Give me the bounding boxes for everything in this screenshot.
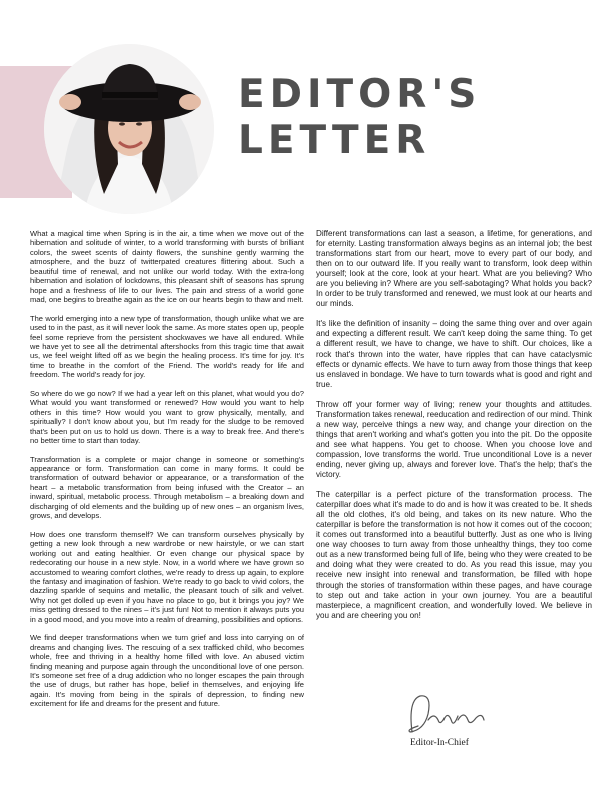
paragraph: Different transformations can last a season, a lifetime, for generations, and for eternity. Lasting transformation always begins as an internal job; the best transformations start from our heart, move to every part of our body, and then on to our outward life. If you really want to transform, look deep within yourself; look at the core, look at your heart. What are you believing? Who are you believing in? Where are you self-sabotaging? What holds you back? In order to be truly transformed and renewed, we must look at our hearts and our minds. [316, 229, 592, 309]
signature-scribble [398, 690, 488, 738]
right-column [316, 229, 592, 631]
paragraph: Transformation is a complete or major change in someone or something's appearance or form. Transformation can come in many forms. It could be transformation of outward behavior or appearance, or a transformation of the heart – a metabolic transformation from being infused with the Creator – an inward, spiritual, metabolic process. Through metabolism – a breaking down and discharging of old elements and the building up of new ones – an organism lives, grows, and develops. [30, 454, 304, 521]
left-column [30, 229, 304, 718]
paragraph: So where do we go now? If we had a year left on this planet, what would you do? What would you want transformed or renewed? How would you want to help others in this time? How would you want to grow physically, mentally, and spiritually? I don't know about you, but I'm ready for the sludge to be removed that's been put on us to hold us down. There is a way to break free. And there's no better time to start than today. [30, 388, 304, 446]
paragraph: It's like the definition of insanity – doing the same thing over and over again and expecting a different result. We can't keep doing the same thing. To get a different result, we have to change, we have to shift. Our choices, like a rock that's thrown into the water, have ripples that can have cataclysmic effects or dynamic effects. We have to turn away from those things that keep us enslaved in bondage. We have to turn towards what is good and right and true. [316, 319, 592, 389]
paragraph: We find deeper transformations when we turn grief and loss into carrying on of dreams and changing lives. The rescuing of a sex trafficked child, who becomes whole, free and thriving in a healthy home filled with love. An abused victim finding meaning and purpose again through the unconditional love of one person. It's someone set free of a drug addiction who no longer escapes the pain through the use of drugs, but rather has hope, belief in themselves, and enjoying life again. It's moving from being in the spirals of depression, to finding new excitement for life and dreams for the present and future. [30, 633, 304, 709]
handwritten-signature [398, 690, 488, 738]
paragraph: How does one transform themself? We can transform ourselves physically by getting a new look through a new wardrobe or new hairstyle, or we can start working out and eating healthier. Or even change our physical space by redecorating our house in a new style. Now, in a world where we have grown so accustomed to wearing comfort clothes, we're ready to dress up again, to explore the fantasy and imagination of fashion. We're ready to go back to vivid colors, the dazzling sparkle of sequins and metallic, the pleasant touch of silk and velvet. Why not get dolled up even if you have no place to go, but it brings you joy? We miss getting dressed to the nines – it's just fun! Not to mention it always puts you in a good mood, and you move into a realm of dreaming, possibilities and options. [30, 529, 304, 624]
paragraph: Throw off your former way of living; renew your thoughts and attitudes. Transformation takes renewal, reeducation and redirection of our mind. Think a new way, perceive things a new way, and change your direction on the things that aren't working and what's gotten you into the pit. Do the opposite and see what happens. You get to choose. When you choose love and compassion, love transforms the world. True unconditional Love is a never ending, never giving up, always and forever love. That's the help; that's the victory. [316, 399, 592, 480]
editor-portrait [44, 44, 214, 214]
paragraph: The world emerging into a new type of transformation, though unlike what we are used to in the past, as it will never look the same. As more states open up, people feel some reprieve from the persistent shockwaves we have all endured. While we have yet to see all the detrimental aftershocks from this tragic time that await us, we feel weight lifted off as we begin the healing process. It's time for joy. It's time to breathe in the comfort of the Friend. The world's ready for life and freedom. The world's ready for joy. [30, 313, 304, 380]
title-line-1: EDITOR'S [238, 72, 482, 117]
title-line-2: LETTER [238, 118, 431, 163]
paragraph: What a magical time when Spring is in the air, a time when we move out of the hibernation and solitude of winter, to a world transforming with bursts of brilliant colors, the sweet scents of dainty flowers, the sunshine gently warming the atmosphere, and the buzz of twitterpated creatures flittering about. Such a beautiful time of renewal, and not unlike our world today. With the extra-long hibernation and isolation of lockdowns, this pleasant shift of seasons has sprung hope and a freshness of life to our lives. The pain and stress of a world gone mad, one begins to breathe again as the ice on our hearts begin to thaw and melt. [30, 229, 304, 305]
paragraph: The caterpillar is a perfect picture of the transformation process. The caterpillar does what it's made to do and is how it was created to be. It sheds all the old clothes, it's old being, and takes on its new nature. Who the caterpillar is before the transformation is not how it comes out of the cocoon; it comes out transformed into a beautiful butterfly. Just as one who is living one way chooses to turn away from those unhealthy things, they too come out as a new transformed being full of life, being who they were created to be and doing what they were created to do. As you read this issue, may you receive new insight into renewal and transformation, be filled with hope through the stories of transformation within these pages, and have courage to step out and take action in your own journey. You are a beautiful masterpiece, a magnificent creation, and wonderfully loved. We believe in you and are cheering you on! [316, 490, 592, 620]
page-title [238, 72, 481, 164]
signature-title: Editor-In-Chief [410, 738, 469, 748]
portrait-illustration [44, 44, 214, 214]
